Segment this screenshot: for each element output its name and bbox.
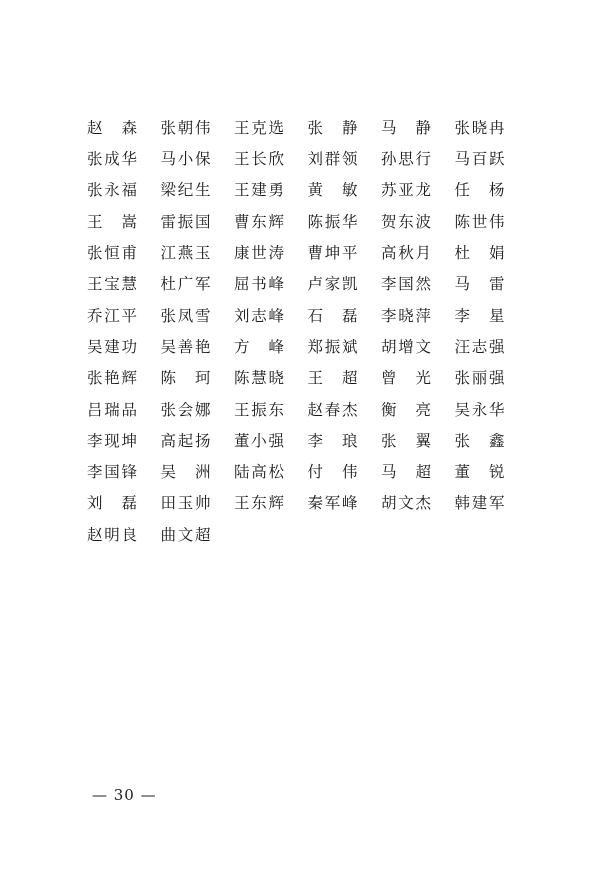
name-entry: 孙 思 行	[381, 150, 431, 169]
name-entry: 陈 世 伟	[454, 212, 505, 231]
name-entry: 张 会 娜	[160, 400, 211, 419]
name-entry: 王 东 辉	[234, 494, 284, 513]
name-entry: 吴 洲	[160, 463, 211, 482]
name-entry: 方 峰	[234, 337, 284, 356]
name-entry: 汪 志 强	[454, 337, 505, 356]
name-entry: 张 翼	[381, 431, 431, 450]
name-list	[87, 113, 527, 551]
name-entry: 赵 春 杰	[307, 400, 358, 419]
name-entry: 康 世 涛	[234, 244, 284, 263]
name-entry: 曹 东 辉	[234, 212, 284, 231]
name-entry: 张 艳 辉	[87, 369, 137, 388]
name-entry: 刘 群 领	[307, 150, 358, 169]
name-entry: 付 伟	[307, 463, 358, 482]
name-entry: 董 小 强	[234, 431, 284, 450]
name-entry: 卢 家 凯	[307, 275, 358, 294]
name-entry: 王 长 欣	[234, 150, 284, 169]
name-entry: 曲 文 超	[160, 525, 211, 544]
name-entry: 衡 亮	[381, 400, 431, 419]
name-entry: 张 朝 伟	[160, 118, 211, 137]
name-entry: 赵 明 良	[87, 525, 137, 544]
name-entry: 王 克 选	[234, 118, 284, 137]
name-entry: 王 振 东	[234, 400, 284, 419]
name-entry: 李 国 然	[381, 275, 431, 294]
name-entry: 马 超	[381, 463, 431, 482]
name-entry: 陈 振 华	[307, 212, 358, 231]
name-entry: 李 星	[454, 306, 505, 325]
name-entry: 杜 娟	[454, 244, 505, 263]
name-entry: 郑 振 斌	[307, 337, 358, 356]
name-entry: 陈 珂	[160, 369, 211, 388]
name-entry: 石 磊	[307, 306, 358, 325]
name-entry: 王 宝 慧	[87, 275, 137, 294]
name-entry: 刘 志 峰	[234, 306, 284, 325]
name-entry: 任 杨	[454, 181, 505, 200]
name-entry: 高 起 扬	[160, 431, 211, 450]
name-entry: 秦 军 峰	[307, 494, 358, 513]
name-entry: 张 成 华	[87, 150, 137, 169]
name-entry: 张 恒 甫	[87, 244, 137, 263]
name-entry: 胡 文 杰	[381, 494, 431, 513]
name-entry: 高 秋 月	[381, 244, 431, 263]
name-entry: 苏 亚 龙	[381, 181, 431, 200]
name-entry: 陈 慧 晓	[234, 369, 284, 388]
name-entry: 乔 江 平	[87, 306, 137, 325]
name-entry: 黄 敏	[307, 181, 358, 200]
name-entry: 胡 增 文	[381, 337, 431, 356]
name-entry: 陆 高 松	[234, 463, 284, 482]
name-entry: 梁 纪 生	[160, 181, 211, 200]
name-entry: 张 永 福	[87, 181, 137, 200]
name-entry: 李 晓 萍	[381, 306, 431, 325]
name-entry: 吴 永 华	[454, 400, 505, 419]
name-entry: 韩 建 军	[454, 494, 505, 513]
name-entry: 江 燕 玉	[160, 244, 211, 263]
name-entry: 张 晓 冉	[454, 118, 505, 137]
name-entry: 赵 森	[87, 118, 137, 137]
page-number: — 30 —	[92, 786, 157, 804]
name-entry: 贺 东 波	[381, 212, 431, 231]
name-entry: 雷 振 国	[160, 212, 211, 231]
name-entry: 张 凤 雪	[160, 306, 211, 325]
name-entry: 马 小 保	[160, 150, 211, 169]
name-entry: 王 超	[307, 369, 358, 388]
name-entry: 董 锐	[454, 463, 505, 482]
name-entry: 李 国 锋	[87, 463, 137, 482]
name-entry: 李 琅	[307, 431, 358, 450]
name-entry: 马 静	[381, 118, 431, 137]
name-entry: 屈 书 峰	[234, 275, 284, 294]
name-entry: 王 建 勇	[234, 181, 284, 200]
name-entry: 李 现 坤	[87, 431, 137, 450]
name-entry: 张 静	[307, 118, 358, 137]
name-entry: 刘 磊	[87, 494, 137, 513]
name-entry: 张 丽 强	[454, 369, 505, 388]
name-entry: 吴 善 艳	[160, 337, 211, 356]
name-entry: 杜 广 军	[160, 275, 211, 294]
name-entry: 曹 坤 平	[307, 244, 358, 263]
name-entry: 马 雷	[454, 275, 505, 294]
name-entry: 吴 建 功	[87, 337, 137, 356]
name-entry: 吕 瑞 品	[87, 400, 137, 419]
name-entry: 田 玉 帅	[160, 494, 211, 513]
name-entry: 马 百 跃	[454, 150, 505, 169]
name-entry: 王 嵩	[87, 212, 137, 231]
name-entry: 张 鑫	[454, 431, 505, 450]
name-entry: 曾 光	[381, 369, 431, 388]
